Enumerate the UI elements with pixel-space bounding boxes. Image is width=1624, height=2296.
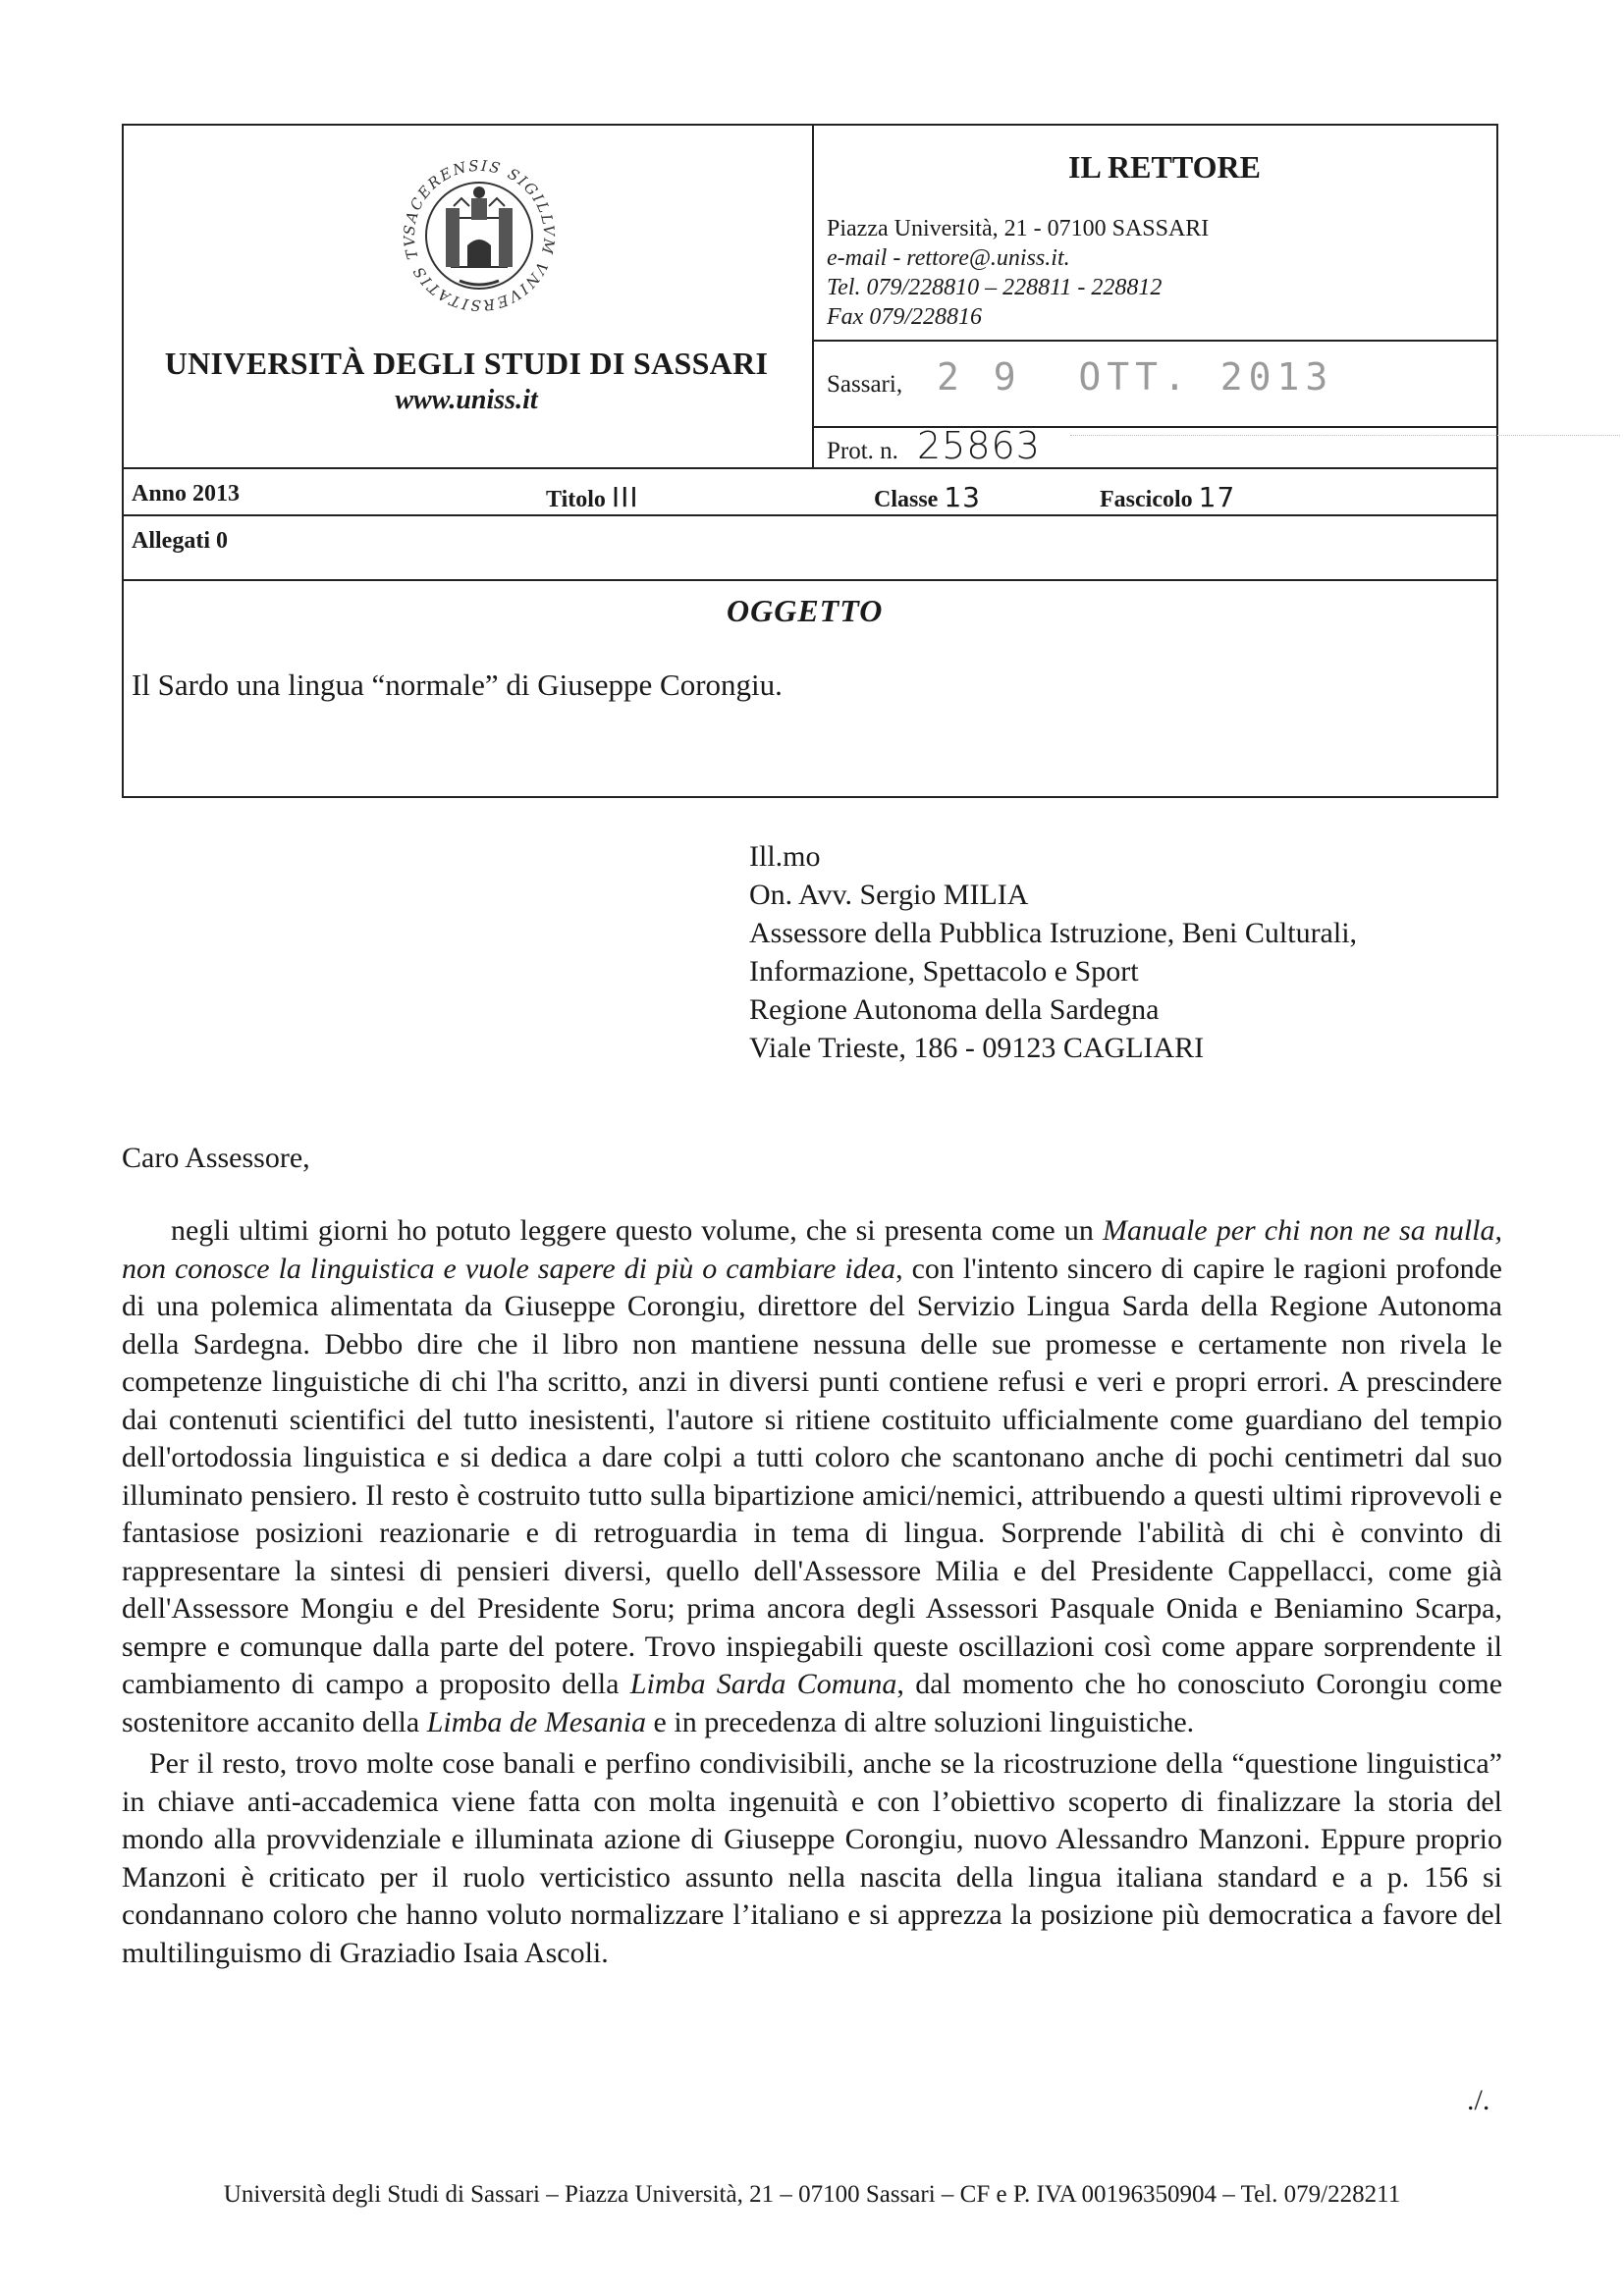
p1-text-a: negli ultimi giorni ho potuto leggere questo volume, che si presenta come un <box>171 1214 1103 1247</box>
anno-value: 2013 <box>192 481 241 507</box>
office-fax: Fax 079/228816 <box>827 304 982 330</box>
subject-text: Il Sardo una lingua “normale” di Giuseppe Corongiu. <box>132 667 783 702</box>
titolo-value: III <box>611 481 639 513</box>
p1-text-c: , dal momento che ho conosciuto Corongiu come sostenitore accanito della <box>122 1668 1503 1738</box>
allegati-label: Allegati <box>132 528 210 554</box>
classe-value: 13 <box>944 481 981 513</box>
prot-number: 25863 <box>917 424 1041 467</box>
paragraph-1 <box>122 1212 1502 1741</box>
allegati-field <box>132 528 228 555</box>
recipient-block <box>749 837 1357 1067</box>
salutation: Caro Assessore, <box>122 1142 310 1174</box>
fascicolo-field <box>1100 481 1235 513</box>
university-seal-icon <box>393 149 566 322</box>
term-limba-de-mesania: Limba de Mesania <box>426 1705 647 1738</box>
titolo-label: Titolo <box>546 487 606 512</box>
subject-heading: OGGETTO <box>727 593 884 628</box>
place-label: Sassari, <box>827 371 903 398</box>
anno-label: Anno <box>132 481 188 507</box>
fascicolo-value: 17 <box>1198 481 1236 513</box>
university-name: UNIVERSITÀ DEGLI STUDI DI SASSARI <box>164 346 769 381</box>
book-title: Manuale per chi non ne sa nulla, non conosce la linguistica e vuole sapere di più o cambiare idea <box>122 1214 1503 1285</box>
prot-label: Prot. n. <box>827 438 898 464</box>
date-stamp: 2 9 OTT. 2013 <box>937 355 1334 399</box>
fascicolo-label: Fascicolo <box>1100 487 1193 512</box>
office-title: IL RETTORE <box>1068 149 1261 185</box>
term-limba-sarda-comuna: Limba Sarda Comuna <box>629 1668 897 1700</box>
recipient-line: Viale Trieste, 186 - 09123 CAGLIARI <box>749 1032 1205 1064</box>
classe-label: Classe <box>874 487 939 512</box>
recipient-line: Regione Autonoma della Sardegna <box>749 993 1160 1026</box>
anno-field <box>132 481 240 507</box>
p1-text-d: e in precedenza di altre soluzioni linguistiche. <box>646 1705 1195 1738</box>
svg-text:SACERENSIS SIGILLVM VNIVERSITA <box>393 149 558 314</box>
titolo-field <box>546 481 639 513</box>
continuation-mark: ./. <box>1467 2084 1490 2116</box>
p1-text-b: , con l'intento sincero di capire le ragioni profonde di una polemica alimentata da Giuseppe Corongiu, direttore del Servizio Lingua Sarda della Regione Autonoma della Sardegna. Debbo dire che il libro non mantiene nessuna delle sue promesse e certamente non rivela le competenze linguistiche di chi l'ha scritto, anzi in diversi punti contiene refusi e veri e propri errori. A prescindere dai contenuti scientifici del tutto inesistenti, l'autore si ritiene costituito ufficialmente come guardiano del tempio dell'ortodossia linguistica e si dedica a dare colpi a tutti coloro che scantonano anche di pochi centimetri dal suo illuminato pensiero. Il resto è costruito tutto sulla bipartizione amici/nemici, attribuendo a questi ultimi riprovevoli e fantasiose posizioni reazionarie e di retroguardia in tema di lingua. Sorprende l'abilità di chi è convinto di rappresentare la sintesi di pensieri diversi, quello dell'Assessore Milia e del Presidente Cappellacci, come già dell'Assessore Mongiu e del Presidente Soru; prima ancora degli Assessori Pasquale Onida e Beniamino Scarpa, sempre e comunque dalla parte del potere. Trovo inspiegabili queste oscillazioni così come appare sorprendente il cambiamento di campo a proposito della <box>122 1252 1502 1700</box>
footer-text: Università degli Studi di Sassari – Piazza Università, 21 – 07100 Sassari – CF e P. IVA 00196350904 – Tel. 079/228211 <box>223 2181 1401 2208</box>
university-website[interactable]: www.uniss.it <box>395 385 538 415</box>
recipient-line: Ill.mo <box>749 840 821 873</box>
office-address: Piazza Università, 21 - 07100 SASSARI <box>827 216 1210 241</box>
letter-body <box>122 1212 1502 1972</box>
recipient-line: On. Avv. Sergio MILIA <box>749 879 1029 911</box>
office-tel: Tel. 079/228810 – 228811 - 228812 <box>827 275 1163 300</box>
paragraph-2: Per il resto, trovo molte cose banali e perfino condivisibili, anche se la ricostruzione della “questione linguistica” in chiave anti-accademica viene fatta con molta ingenuità e con l’obiettivo scoperto di finalizzare la storia del mondo alla provvidenziale e illuminata azione di Giuseppe Corongiu, nuovo Alessandro Manzoni. Eppure proprio Manzoni è criticato per il ruolo verticistico assunto nella nascita della lingua italiana standard e a p. 156 si condannano coloro che hanno voluto normalizzare l’italiano e si apprezza la posizione più democratica a favore del multilinguismo di Graziadio Isaia Ascoli. <box>122 1747 1502 1969</box>
classe-field <box>874 481 981 513</box>
allegati-value: 0 <box>215 528 228 554</box>
recipient-line: Assessore della Pubblica Istruzione, Beni Culturali, <box>749 917 1358 949</box>
office-email[interactable]: e-mail - rettore@.uniss.it. <box>827 245 1070 271</box>
recipient-line: Informazione, Spettacolo e Sport <box>749 955 1139 988</box>
seal-ring-text: SACERENSIS SIGILLVM VNIVERSITATIS TV <box>400 156 559 315</box>
